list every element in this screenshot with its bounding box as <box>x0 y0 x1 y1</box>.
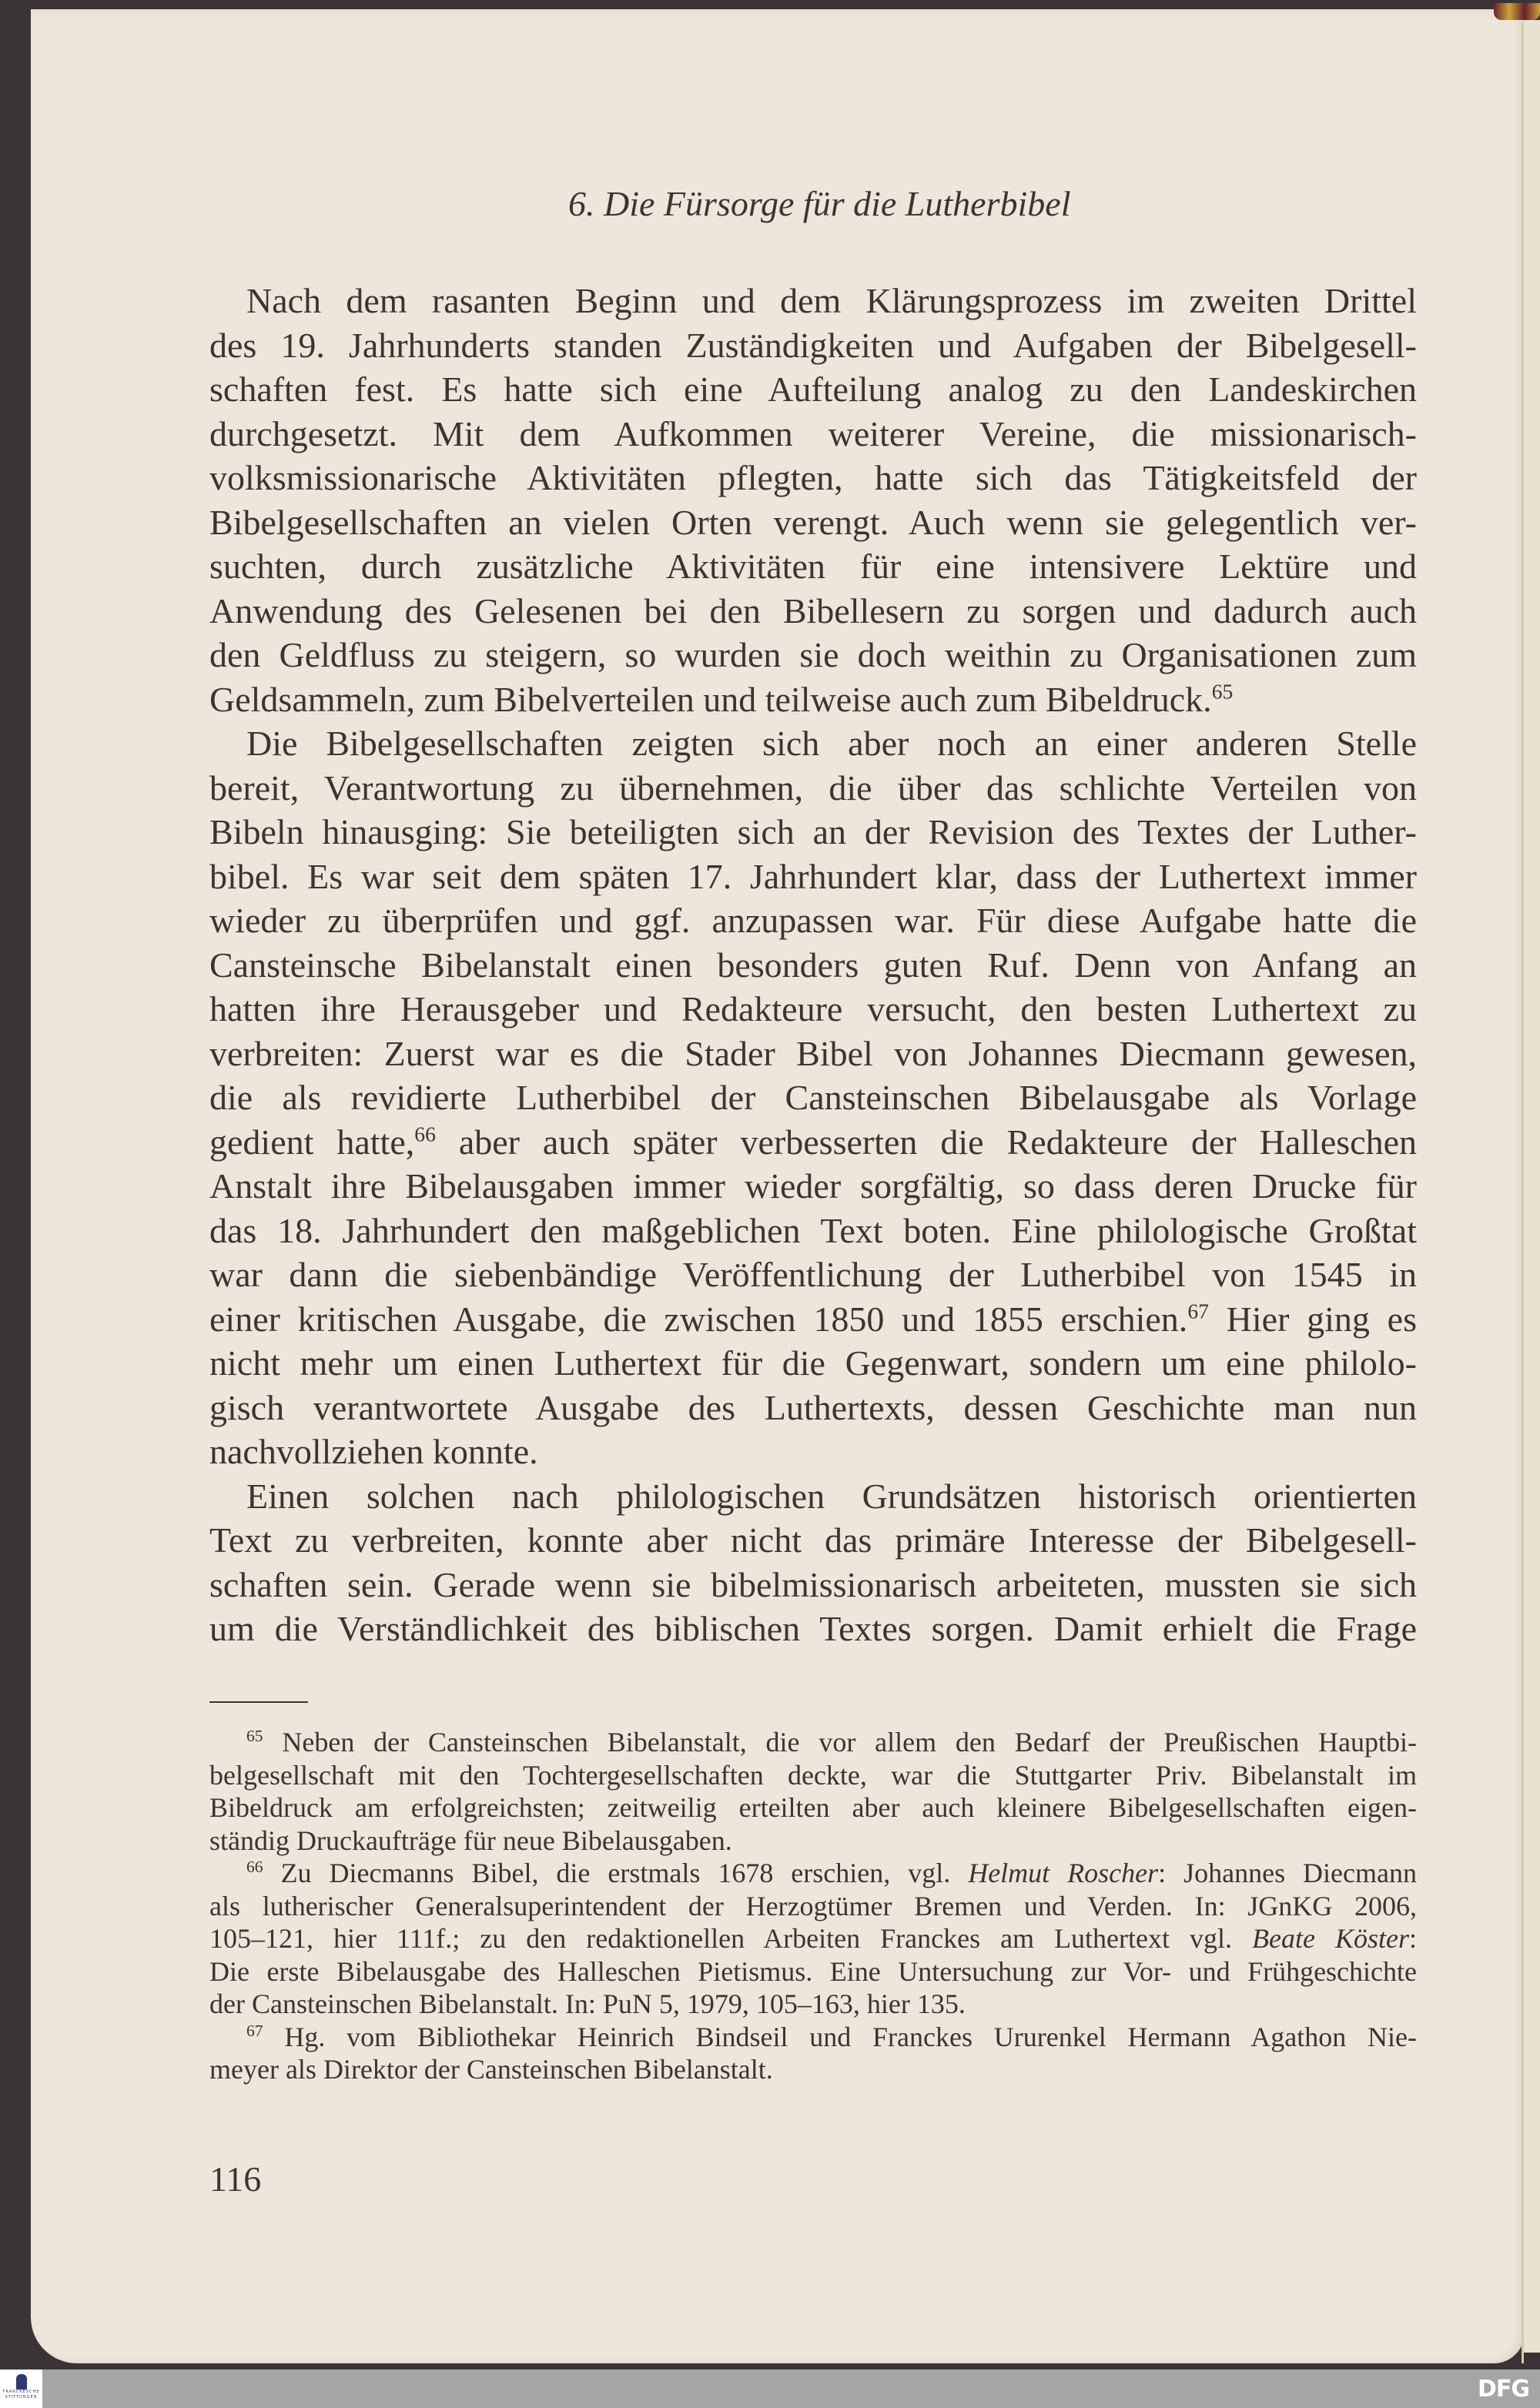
text-line <box>209 1164 1417 1209</box>
text-segment: Die erste Bibelausgabe des Halleschen Pietismus. Eine Untersuchung zur Vor- und Frühgeschichte <box>209 1955 1417 1987</box>
text-line <box>209 1209 1417 1253</box>
text-line <box>209 1474 1417 1519</box>
text-line <box>209 1430 1417 1474</box>
text-line <box>209 677 1417 722</box>
text-segment: war dann die siebenbändige Veröffentlichung der Lutherbibel von 1545 in <box>209 1255 1417 1294</box>
text-segment: aber auch später verbesserten die Redakteure der Halleschen <box>435 1122 1417 1162</box>
footnote-marker: 65 <box>246 1727 263 1745</box>
text-segment: Die Bibelgesellschaften zeigten sich aber noch an einer anderen Stelle <box>246 724 1417 763</box>
text-segment: gedient hatte, <box>209 1122 415 1162</box>
text-line <box>209 1386 1417 1430</box>
text-segment: Text zu verbreiten, konnte aber nicht das primäre Interesse der Bibelgesell- <box>209 1520 1417 1560</box>
footnote-line <box>209 2021 1417 2054</box>
viewer-footer-bar <box>0 2370 1540 2408</box>
text-segment: Nach dem rasanten Beginn und dem Klärungsprozess im zweiten Drittel <box>246 281 1417 320</box>
text-segment: 105–121, hier 111f.; zu den redaktionellen Arbeiten Franckes am Luthertext vgl. <box>209 1923 1253 1954</box>
text-segment: gisch verantwortete Ausgabe des Luthertexts, dessen Geschichte man nun <box>209 1387 1417 1427</box>
text-segment: Anwendung des Gelesenen bei den Bibellesern zu sorgen und dadurch auch <box>209 590 1417 630</box>
text-segment: das 18. Jahrhundert den maßgeblichen Text boten. Eine philologische Großtat <box>209 1210 1417 1250</box>
text-line <box>209 500 1417 545</box>
text-segment: Bibeldruck am erfolgreichsten; zeitweilig erteilten aber auch kleinere Bibelgesellschaften eigen- <box>209 1792 1417 1823</box>
text-line <box>209 323 1417 368</box>
logo-text: FRANCKESCHE STIFTUNGEN <box>2 2390 40 2400</box>
text-line <box>209 544 1417 589</box>
text-segment: suchten, durch zusätzliche Aktivitäten für eine intensivere Lektüre und <box>209 547 1417 586</box>
text-segment: des 19. Jahrhunderts standen Zuständigkeiten und Aufgaben der Bibelgesell- <box>209 325 1417 365</box>
book-headband <box>1494 3 1540 20</box>
author-name: Helmut Roscher <box>968 1858 1159 1888</box>
footnote-marker: 65 <box>1211 679 1234 704</box>
text-line <box>209 633 1417 677</box>
text-line <box>209 810 1417 855</box>
text-segment: Hg. vom Bibliothekar Heinrich Bindseil und Franckes Ururenkel Hermann Agathon Nie- <box>263 2021 1417 2052</box>
text-segment: Einen solchen nach philologischen Grundsätzen historisch orientierten <box>246 1476 1417 1516</box>
text-segment: hatten ihre Herausgeber und Redakteure versucht, den besten Luthertext zu <box>209 989 1417 1028</box>
footnote-marker: 66 <box>414 1122 436 1146</box>
text-segment: nicht mehr um einen Luthertext für die Gegenwart, sondern um eine philolo- <box>209 1343 1417 1383</box>
text-line <box>209 987 1417 1032</box>
text-segment: durchgesetzt. Mit dem Aufkommen weiterer Vereine, die missionarisch- <box>209 413 1417 453</box>
footnote-line <box>209 1955 1417 1988</box>
text-segment: Hier ging es <box>1208 1299 1417 1339</box>
text-line <box>209 898 1417 943</box>
text-segment: nachvollziehen konnte. <box>209 1432 538 1471</box>
dfg-logo: DFG <box>1477 2376 1529 2403</box>
footnote-line <box>209 1726 1417 1759</box>
text-line <box>209 943 1417 988</box>
text-line <box>209 279 1417 323</box>
text-segment: Bibeln hinausging: Sie beteiligten sich an der Revision des Textes der Luther- <box>209 812 1417 851</box>
text-line <box>209 367 1417 412</box>
franckesche-stiftungen-logo <box>0 2370 42 2408</box>
footnote-line <box>209 1791 1417 1824</box>
text-segment: der Cansteinschen Bibelanstalt. In: PuN 5, 1979, 105–163, hier 135. <box>209 1988 966 2019</box>
text-line <box>209 1032 1417 1076</box>
text-segment: : <box>1408 1923 1417 1954</box>
text-segment: bereit, Verantwortung zu übernehmen, die über das schlichte Verteilen von <box>209 768 1417 808</box>
footnotes <box>209 1726 1417 2086</box>
text-line <box>209 1563 1417 1607</box>
text-segment: Zu Diecmanns Bibel, die erstmals 1678 erschien, vgl. <box>263 1858 969 1888</box>
footnote-separator <box>209 1701 308 1703</box>
text-line <box>209 1252 1417 1297</box>
footnote-line <box>209 1922 1417 1955</box>
text-segment: als lutherischer Generalsuperintendent der Herzogtümer Bremen und Verden. In: JGnKG 2006, <box>209 1890 1417 1921</box>
text-segment: verbreiten: Zuerst war es die Stader Bibel von Johannes Diecmann gewesen, <box>209 1033 1417 1073</box>
footnote-line <box>209 1988 1417 2021</box>
footnote-marker: 67 <box>1187 1299 1209 1323</box>
text-line <box>209 589 1417 634</box>
text-line <box>209 1607 1417 1651</box>
text-line <box>209 766 1417 811</box>
text-segment: bibel. Es war seit dem späten 17. Jahrhundert klar, dass der Luthertext immer <box>209 856 1417 896</box>
text-segment: Geldsammeln, zum Bibelverteilen und teilweise auch zum Bibeldruck. <box>209 679 1212 719</box>
text-line <box>209 855 1417 899</box>
footnote-line <box>209 1824 1417 1858</box>
text-segment: den Geldfluss zu steigern, so wurden sie doch weithin zu Organisationen zum <box>209 635 1417 674</box>
text-line <box>209 1297 1417 1342</box>
text-line <box>209 456 1417 500</box>
text-line <box>209 1518 1417 1563</box>
text-line <box>209 1341 1417 1386</box>
text-segment: einer kritischen Ausgabe, die zwischen 1850 und 1855 erschien. <box>209 1299 1188 1339</box>
text-segment: meyer als Direktor der Cansteinschen Bibelanstalt. <box>209 2054 773 2085</box>
text-line <box>209 1075 1417 1120</box>
page-number: 116 <box>209 2159 262 2199</box>
next-page-edge <box>1524 20 1540 2353</box>
text-segment: schaften fest. Es hatte sich eine Aufteilung analog zu den Landeskirchen <box>209 370 1417 409</box>
text-segment: schaften sein. Gerade wenn sie bibelmissionarisch arbeiteten, mussten sie sich <box>209 1564 1417 1604</box>
text-segment: ständig Druckaufträge für neue Bibelausgaben. <box>209 1824 732 1856</box>
text-segment: um die Verständlichkeit des biblischen Textes sorgen. Damit erhielt die Frage <box>209 1609 1417 1648</box>
author-name: Beate Köster <box>1252 1923 1409 1954</box>
footnote-line <box>209 1890 1417 1923</box>
text-segment: Bibelgesellschaften an vielen Orten verengt. Auch wenn sie gelegentlich ver- <box>209 502 1417 542</box>
body-text <box>209 279 1417 1651</box>
footnote-line <box>209 1759 1417 1792</box>
section-heading: 6. Die Fürsorge für die Lutherbibel <box>568 184 1071 223</box>
text-segment: Cansteinsche Bibelanstalt einen besonders guten Ruf. Denn von Anfang an <box>209 945 1417 985</box>
page-gutter-line <box>1522 23 1524 2363</box>
text-segment: Anstalt ihre Bibelausgaben immer wieder sorgfältig, so dass deren Drucke für <box>209 1166 1417 1206</box>
text-segment: wieder zu überprüfen und ggf. anzupassen war. Für diese Aufgabe hatte die <box>209 901 1417 940</box>
text-segment: Neben der Cansteinschen Bibelanstalt, die vor allem den Bedarf der Preußischen Hauptbi- <box>263 1727 1417 1758</box>
footnote-marker: 67 <box>246 2021 263 2040</box>
text-segment: die als revidierte Lutherbibel der Cansteinschen Bibelausgabe als Vorlage <box>209 1078 1417 1117</box>
text-segment: volksmissionarische Aktivitäten pflegten, hatte sich das Tätigkeitsfeld der <box>209 458 1417 497</box>
footnote-line <box>209 1857 1417 1890</box>
text-line <box>209 721 1417 766</box>
logo-figure-icon <box>16 2374 27 2390</box>
text-segment: : Johannes Diecmann <box>1158 1858 1417 1888</box>
text-line <box>209 412 1417 457</box>
text-line <box>209 1120 1417 1165</box>
text-segment: belgesellschaft mit den Tochtergesellschaften deckte, war die Stuttgarter Priv. Bibelanstalt im <box>209 1759 1417 1791</box>
footnote-line <box>209 2053 1417 2086</box>
footnote-marker: 66 <box>246 1858 263 1876</box>
